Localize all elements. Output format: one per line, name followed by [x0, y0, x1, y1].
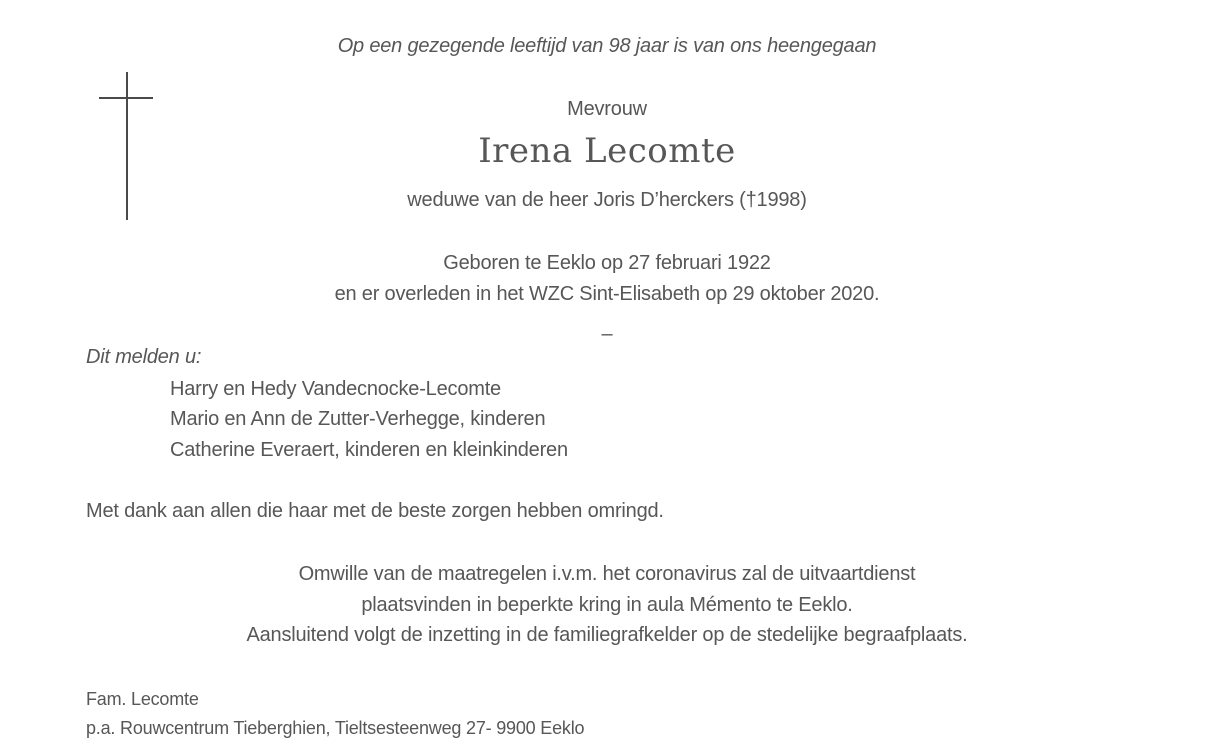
intro-line: Op een gezegende leeftijd van 98 jaar is van ons heengegaan: [337, 35, 877, 57]
salutation: Mevrouw: [567, 98, 647, 120]
notify-heading: Dit melden u:: [86, 346, 202, 368]
service-line: Aansluitend volgt de inzetting in de familiegrafkelder op de stedelijke begraafplaats.: [246, 624, 968, 646]
family-line: Catherine Everaert, kinderen en kleinkinderen: [170, 439, 568, 461]
thanks-line: Met dank aan allen die haar met de beste zorgen hebben omringd.: [86, 500, 664, 522]
contact-address: p.a. Rouwcentrum Tieberghien, Tieltsesteenweg 27- 9900 Eeklo: [86, 718, 585, 738]
widow-line: weduwe van de heer Joris D’herckers (†1998): [407, 189, 807, 211]
death-line: en er overleden in het WZC Sint-Elisabeth op 29 oktober 2020.: [334, 283, 880, 305]
family-line: Harry en Hedy Vandecnocke-Lecomte: [170, 378, 501, 400]
service-line: Omwille van de maatregelen i.v.m. het coronavirus zal de uitvaartdienst: [298, 563, 916, 585]
family-line: Mario en Ann de Zutter-Verhegge, kinderen: [170, 408, 546, 430]
contact-family-name: Fam. Lecomte: [86, 689, 199, 709]
birth-line: Geboren te Eeklo op 27 februari 1922: [443, 252, 771, 274]
separator-dash: –: [601, 323, 613, 345]
deceased-name: Irena Lecomte: [478, 131, 736, 171]
service-line: plaatsvinden in beperkte kring in aula Mémento te Eeklo.: [361, 594, 853, 616]
